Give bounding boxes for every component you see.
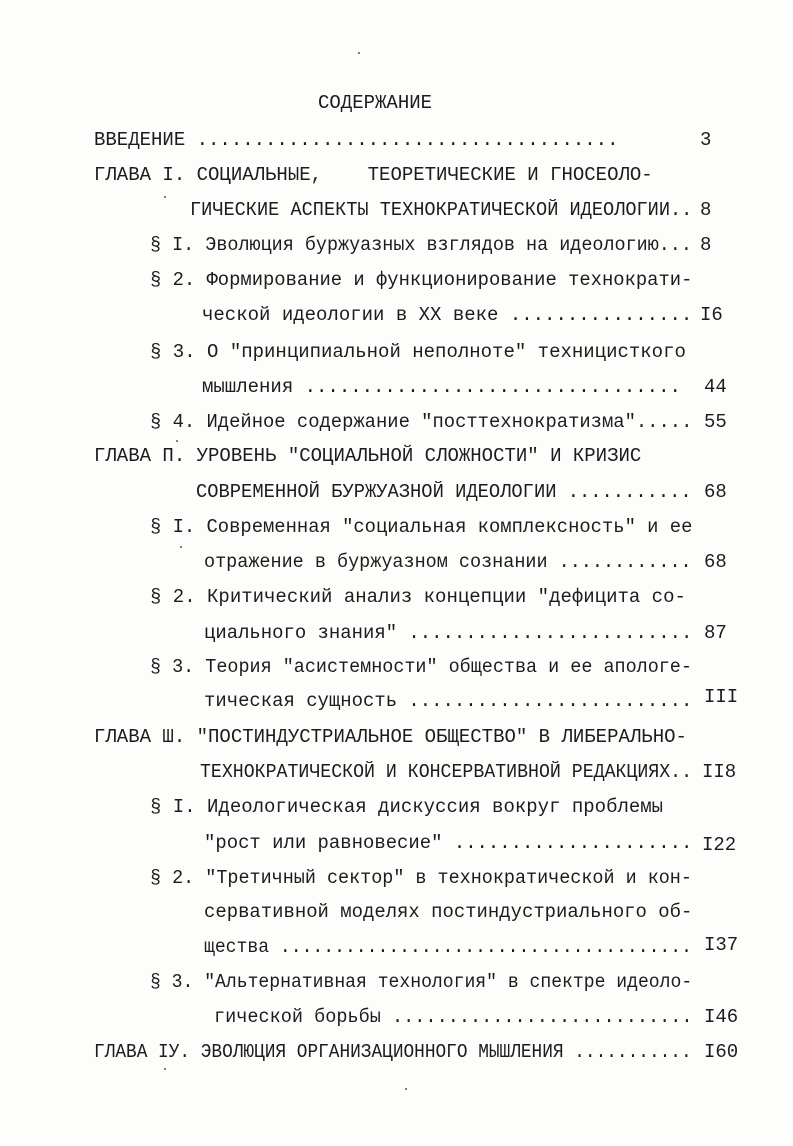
toc-section-1-2: § 2. Формирование и функционирование технократи-	[150, 269, 693, 291]
page-number: I37	[704, 934, 739, 956]
page-number: II8	[702, 761, 737, 783]
toc-section-3-2-cont: щества ......................................	[204, 936, 692, 958]
toc-section-2-2-cont: циального знания" .........................	[204, 622, 693, 644]
toc-section-3-1-cont: "рост или равновесие" .....................	[204, 832, 693, 854]
toc-section-3-3-cont: гической борьбы ...........................	[214, 1006, 693, 1028]
page-number: I60	[704, 1041, 739, 1063]
toc-chapter-1: ГЛАВА I. СОЦИАЛЬНЫЕ, ТЕОРЕТИЧЕСКИЕ И ГНОСЕОЛО-	[94, 164, 653, 186]
scan-speck	[176, 440, 178, 442]
page-number: 8	[700, 234, 712, 256]
page-number: I22	[702, 834, 737, 856]
toc-chapter-1-cont: ГИЧЕСКИЕ АСПЕКТЫ ТЕХНОКРАТИЧЕСКОЙ ИДЕОЛОГИИ..	[190, 199, 693, 221]
toc-section-3-3: § 3. "Альтернативная технология" в спектре идеоло-	[150, 971, 693, 993]
page-number: 8	[700, 199, 712, 221]
toc-section-2-3-cont: тическая сущность .........................	[204, 690, 693, 712]
toc-chapter-2: ГЛАВА П. УРОВЕНЬ "СОЦИАЛЬНОЙ СЛОЖНОСТИ" И КРИЗИС	[94, 445, 642, 467]
toc-section-2-2: § 2. Критический анализ концепции "дефицита со-	[150, 586, 686, 608]
toc-chapter-3-cont: ТЕХНОКРАТИЧЕСКОЙ И КОНСЕРВАТИВНОЙ РЕДАКЦИЯХ..	[200, 761, 693, 783]
scan-speck	[164, 1068, 166, 1070]
toc-section-3-2: § 2. "Третичный сектор" в технократической и кон-	[150, 867, 692, 889]
toc-chapter-2-cont: СОВРЕМЕННОЙ БУРЖУАЗНОЙ ИДЕОЛОГИИ ...........	[196, 481, 692, 503]
page-number: 87	[704, 622, 727, 644]
toc-section-1-2-cont: ческой идеологии в XX веке ................	[202, 304, 693, 326]
scan-speck	[405, 1088, 407, 1090]
toc-section-2-3: § 3. Теория "асистемности" общества и ее апологе-	[150, 656, 692, 678]
scan-speck	[164, 196, 166, 198]
toc-section-2-1: § I. Современная "социальная комплексность" и ее	[150, 516, 693, 538]
toc-title: СОДЕРЖАНИЕ	[318, 92, 433, 114]
toc-section-3-1: § I. Идеологическая дискуссия вокруг проблемы	[150, 796, 664, 818]
toc-section-3-2-cont: сервативной моделях постиндустриального об-	[204, 901, 693, 923]
page-number: I46	[704, 1006, 739, 1028]
toc-section-1-3-cont: мышления .................................	[202, 376, 681, 398]
page-number: III	[704, 686, 739, 708]
scan-speck	[180, 546, 182, 548]
toc-section-2-1-cont: отражение в буржуазном сознании ............	[204, 551, 692, 573]
toc-section-1-4: § 4. Идейное содержание "посттехнократизма".....	[150, 411, 693, 433]
toc-section-1-1: § I. Эволюция буржуазных взглядов на идеологию...	[150, 234, 692, 256]
page-number: 44	[704, 376, 727, 398]
toc-section-1-3: § 3. О "принципиальной неполноте" техницисткого	[150, 341, 686, 363]
page-number: I6	[700, 304, 723, 326]
toc-chapter-3: ГЛАВА Ш. "ПОСТИНДУСТРИАЛЬНОЕ ОБЩЕСТВО" В ЛИБЕРАЛЬНО-	[94, 726, 687, 748]
toc-entry-intro: ВВЕДЕНИЕ .....................................	[94, 129, 619, 151]
page-number: 3	[700, 129, 712, 151]
page-number: 68	[704, 481, 727, 503]
page-number: 68	[704, 551, 727, 573]
scan-speck	[358, 52, 360, 54]
toc-chapter-4: ГЛАВА IУ. ЭВОЛЮЦИЯ ОРГАНИЗАЦИОННОГО МЫШЛЕНИЯ ...........	[94, 1041, 692, 1063]
page-number: 55	[704, 411, 727, 433]
